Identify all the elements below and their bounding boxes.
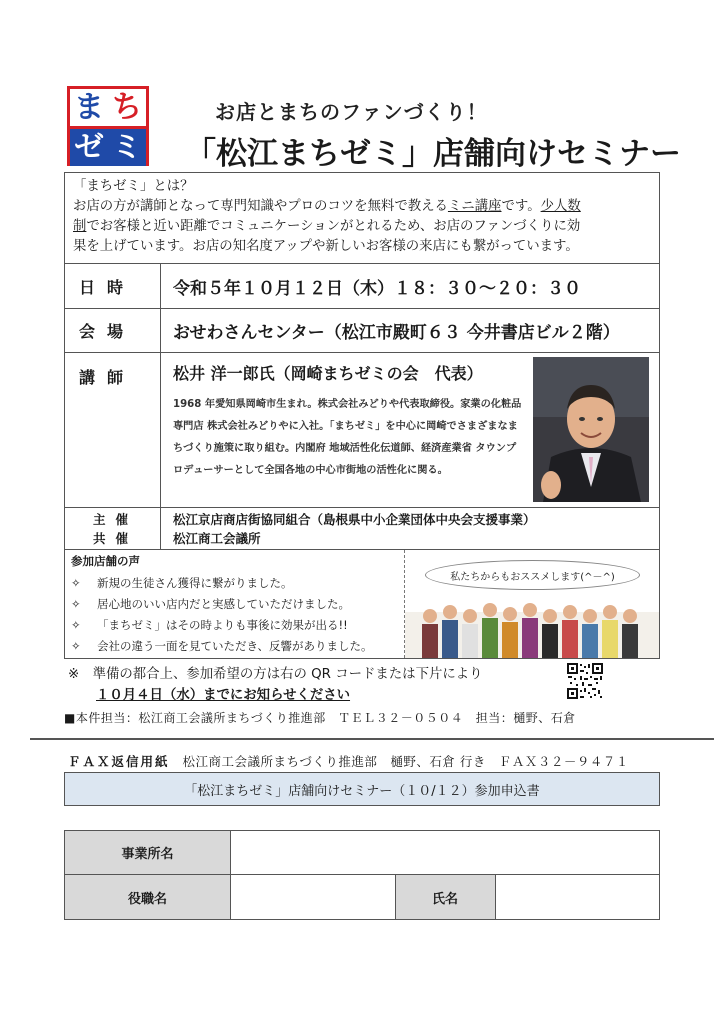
- application-form: [64, 830, 660, 920]
- logo-char-mi: ミ: [108, 129, 146, 166]
- seminar-info-table: [64, 172, 660, 659]
- office-name-label: 事業所名: [65, 831, 231, 874]
- list-item: [71, 594, 398, 615]
- intro-heading: 「まちゼミ」とは？: [73, 179, 194, 194]
- lecturer-photo: [533, 357, 649, 502]
- host-value: 松江京店商店街協同組合（島根県中小企業団体中央会支援事業）: [173, 511, 536, 527]
- star-icon: ✧: [71, 597, 81, 611]
- office-name-field[interactable]: [231, 831, 659, 874]
- logo-char-ma: ま: [74, 89, 104, 125]
- logo-char-ze: ゼ: [70, 129, 108, 166]
- application-title: 「松江まちゼミ」店舗向けセミナー（１０/１２）参加申込書: [64, 772, 660, 806]
- name-field[interactable]: [496, 875, 660, 919]
- cohost-value: 松江商工会議所: [173, 530, 261, 546]
- registration-note: [68, 664, 483, 706]
- logo-char-chi: ち: [112, 89, 142, 125]
- note-text: 準備の都合上、参加希望の方は右の QR コードまたは下片により: [92, 667, 483, 682]
- page-title: 「松江まちゼミ」店舗向けセミナー: [185, 136, 681, 172]
- intro-line-1: [73, 197, 651, 217]
- venue-label: 会場: [65, 309, 161, 352]
- position-field[interactable]: [231, 875, 396, 919]
- intro-text: です。: [501, 199, 541, 214]
- host-label: 主催: [93, 511, 139, 527]
- host-values: [161, 508, 659, 549]
- fax-header: [68, 752, 629, 770]
- note-line-2: [68, 685, 483, 706]
- deadline-text: １０月４日（水）までにお知らせください: [96, 688, 351, 703]
- intro-mini-course: ミニ講座: [447, 199, 502, 214]
- position-label: 役職名: [65, 875, 231, 919]
- intro-small-group: 少人数: [540, 199, 581, 214]
- list-item: [71, 615, 398, 636]
- intro-line-2: [73, 217, 651, 237]
- intro-small-group-end: 制: [73, 219, 87, 234]
- host-row: [65, 508, 659, 550]
- fax-destination: 松江商工会議所まちづくり推進部 樋野、石倉 行き ＦＡＸ３２－９４７１: [182, 754, 629, 769]
- list-item: [71, 636, 398, 657]
- intro-text: でお客様と近い距離でコミュニケーションがとれるため、お店のファンづくりに効: [86, 219, 581, 234]
- group-photo: [405, 550, 659, 658]
- date-label: 日時: [65, 264, 161, 308]
- cut-line: [30, 738, 714, 740]
- list-item: [71, 573, 398, 594]
- subtitle: お店とまちのファンづくり！: [215, 100, 488, 124]
- voice-text: 会社の違う一面を見ていただき、反響がありました。: [97, 639, 373, 653]
- voice-text: 「まちゼミ」はその時よりも事後に効果が出る!!: [97, 618, 348, 632]
- intro-text: お店の方が講師となって専門知識やプロのコツを無料で教える: [73, 199, 448, 214]
- lecturer-cell: [161, 353, 659, 507]
- lecturer-row: [65, 353, 659, 508]
- contact-info: ■本件担当：松江商工会議所まちづくり推進部 ＴＥＬ３２－０５０４ 担当：樋野、石倉: [64, 711, 576, 725]
- lecturer-bio: 1968 年愛知県岡崎市生まれ。株式会社みどりや代表取締役。家業の化粧品専門店 株式会社みどりやに入社。「まちゼミ」を中心に岡崎でさまざまなまちづくり施策に取り組む。内閣府 地域活性化伝道師、経済産業省 タウンプロデューサーとして全国各地の中心市街地の活性化に関る。: [173, 399, 522, 476]
- star-icon: ✧: [71, 618, 81, 632]
- qr-code[interactable]: [566, 662, 604, 700]
- note-mark: ※: [68, 667, 80, 682]
- intro-section: [65, 173, 659, 264]
- lecturer-name: 松井 洋一郎氏（岡崎まちゼミの会 代表）: [173, 364, 483, 383]
- intro-line-3: 果を上げています。お店の知名度アップや新しいお客様の来店にも繋がっています。: [73, 239, 579, 254]
- venue-value: おせわさんセンター（松江市殿町６３ 今井書店ビル２階）: [173, 323, 620, 343]
- cohost-label: 共催: [93, 530, 139, 546]
- date-row: [65, 264, 659, 309]
- star-icon: ✧: [71, 576, 81, 590]
- speech-bubble: 私たちからもおススメします(^－^): [425, 560, 640, 590]
- participant-voices: [65, 550, 659, 658]
- voices-list: [65, 550, 405, 658]
- venue-row: [65, 309, 659, 353]
- fax-label: ＦＡＸ返信用紙: [68, 754, 170, 769]
- voices-heading: 参加店舗の声: [71, 554, 140, 568]
- form-row-office: [65, 831, 659, 875]
- date-value: 令和５年１０月１２日（木）１８：３０～２０：３０: [173, 278, 581, 299]
- form-row-person: [65, 875, 659, 919]
- name-label: 氏名: [396, 875, 496, 919]
- host-labels: [65, 508, 161, 549]
- note-line-1: [68, 664, 483, 685]
- machizemi-logo: [67, 86, 149, 166]
- voice-text: 居心地のいい店内だと実感していただけました。: [97, 597, 350, 611]
- lecturer-label: 講師: [65, 353, 161, 507]
- star-icon: ✧: [71, 639, 81, 653]
- voice-text: 新規の生徒さん獲得に繋がりました。: [97, 576, 293, 590]
